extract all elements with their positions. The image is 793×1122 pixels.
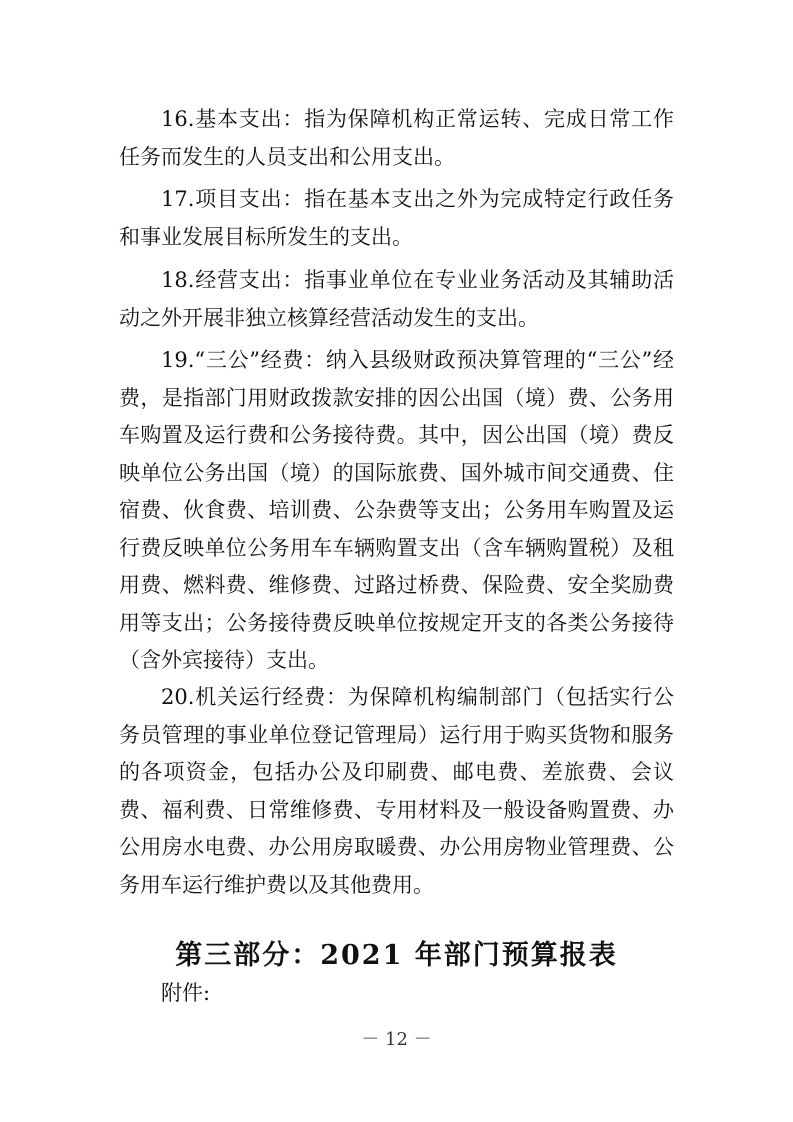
paragraph-project-expenditure: 17.项目支出：指在基本支出之外为完成特定行政任务和事业发展目标所发生的支出。: [119, 187, 674, 249]
paragraph-basic-expenditure: 16.基本支出：指为保障机构正常运转、完成日常工作任务而发生的人员支出和公用支出。: [119, 107, 674, 169]
page-number: － 12 －: [361, 1029, 432, 1050]
paragraph-three-public-expenses: 19.“三公”经费：纳入县级财政预决算管理的“三公”经费，是指部门用财政拨款安排的因公出国（境）费、公务用车购置及运行费和公务接待费。其中，因公出国（境）费反映单位公务出国（境）的国际旅费、国外城市间交通费、住宿费、伙食费、培训费、公杂费等支出；公务用车购置及运行费反映单位公务用车车辆购置支出（含车辆购置税）及租用费、燃料费、维修费、过路过桥费、保险费、安全奖励费用等支出；公务接待费反映单位按规定开支的各类公务接待（含外宾接待）支出。: [119, 348, 674, 672]
section-title: 第三部分：2021 年部门预算报表: [175, 940, 618, 971]
attachment-label: 附件:: [161, 981, 211, 1005]
paragraph-operating-expenditure: 18.经营支出：指事业单位在专业业务活动及其辅助活动之外开展非独立核算经营活动发生的支出。: [119, 268, 674, 330]
paragraph-agency-operating-funds: 20.机关运行经费：为保障机构编制部门（包括实行公务员管理的事业单位登记管理局）运行用于购买货物和服务的各项资金，包括办公及印刷费、邮电费、差旅费、会议费、福利费、日常维修费、专用材料及一般设备购置费、办公用房水电费、办公用房取暖费、办公用房物业管理费、公务用车运行维护费以及其他费用。: [119, 685, 674, 897]
